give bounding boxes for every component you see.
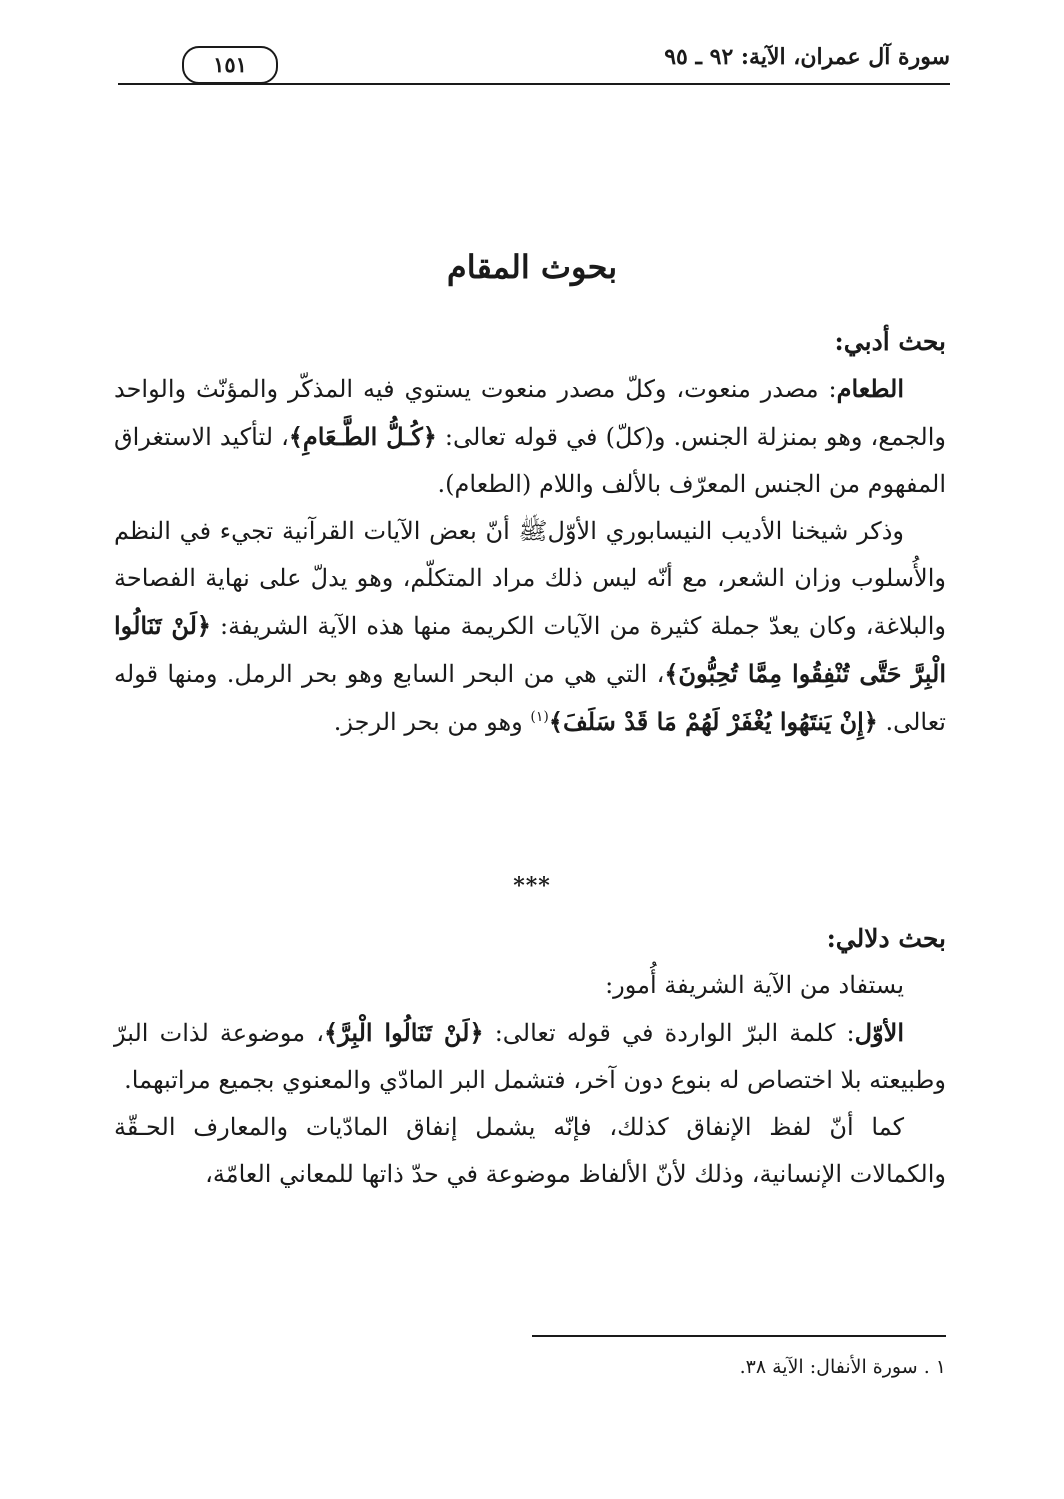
semantic-p1-text-a: : كلمة البرّ الواردة في قوله تعالى:	[483, 1019, 855, 1047]
literary-heading: بحث أدبي:	[834, 327, 946, 356]
semantic-section	[114, 915, 946, 1198]
verse-in-yantahu: ﴿إِنْ يَنتَهُوا يُغْفَرْ لَهُمْ مَا قَدْ سَلَفَ﴾	[548, 707, 878, 736]
section-title: بحوث المقام	[446, 248, 618, 286]
section-separator: ***	[513, 873, 551, 899]
footnote-rule	[532, 1335, 946, 1337]
literary-p1-text-a: : مصدر منعوت، وكلّ مصدر منعوت يستوي فيه المذكّر والمؤنّث والواحد والجمع، وهو بمنزلة الجنس. و(كلّ) في قوله تعالى:	[114, 375, 947, 451]
term-al-taam: الطعام	[836, 374, 904, 403]
term-first: الأوّل	[854, 1018, 904, 1047]
semantic-paragraph-2: كما أنّ لفظ الإنفاق كذلك، فإنّه يشمل إنفاق المادّيات والمعارف الحـقّة والكمالات الإنسانية، وذلك لأنّ الألفاظ موضوعة في حدّ ذاتها للمعاني العامّة،	[114, 1113, 946, 1188]
literary-section	[114, 318, 946, 746]
literary-p2-text-b: أنّ بعض الآيات القرآنية تجيء في النظم والأُسلوب وزان الشعر، مع أنّه ليس ذلك مراد المتكلّم، وهو يدلّ على نهاية الفصاحة والبلاغة، وكان يعدّ جملة كثيرة من الآيات الكريمة منها هذه الآية الشريفة:	[114, 517, 946, 640]
honorific-glyph: ﷺ	[518, 517, 548, 545]
verse-lan-tanalu-albirr: ﴿لَنْ تَنَالُوا الْبِرَّ﴾	[324, 1018, 484, 1047]
semantic-p1-text-b: ، موضوعة لذات البرّ وطبيعته بلا اختصاص له بنوع دون آخر، فتشمل البر المادّي والمعنوي بجميع مراتبهما.	[114, 1019, 946, 1094]
running-header	[118, 42, 950, 84]
semantic-heading: بحث دلالي:	[826, 924, 946, 953]
literary-p2-text-d: وهو من بحر الرجز.	[333, 708, 531, 736]
header-rule	[118, 83, 950, 85]
semantic-paragraph-1	[114, 1009, 946, 1104]
surah-reference: سورة آل عمران، الآية: ٩٢ ـ ٩٥	[664, 44, 950, 70]
footnote: ١ . سورة الأنفال: الآية ٣٨.	[739, 1356, 946, 1378]
footnote-marker: (١)	[530, 709, 549, 725]
literary-p2-text-a: وذكر شيخنا الأديب النيسابوري الأوّل	[547, 517, 905, 545]
literary-p1-text-b: ، لتأكيد الاستغراق المفهوم من الجنس المعرّف بالألف واللام (الطعام).	[114, 423, 946, 498]
literary-p2-text-c: ، التي هي من البحر السابع وهو بحر الرمل. ومنها قوله تعالى.	[114, 660, 946, 736]
literary-paragraph-2	[114, 508, 946, 746]
literary-paragraph-1	[114, 365, 946, 508]
semantic-intro: يستفاد من الآية الشريفة أُمور:	[605, 971, 904, 999]
verse-kull-al-taam: ﴿كُـلُّ الطَّـعَامِ﴾	[288, 422, 437, 451]
verse-lan-tanalu: ﴿لَنْ تَنَالُوا الْبِرَّ حَتَّى تُنْفِقُوا مِمَّا تُحِبُّونَ﴾	[114, 611, 946, 688]
page-number: ١٥١	[182, 46, 278, 84]
